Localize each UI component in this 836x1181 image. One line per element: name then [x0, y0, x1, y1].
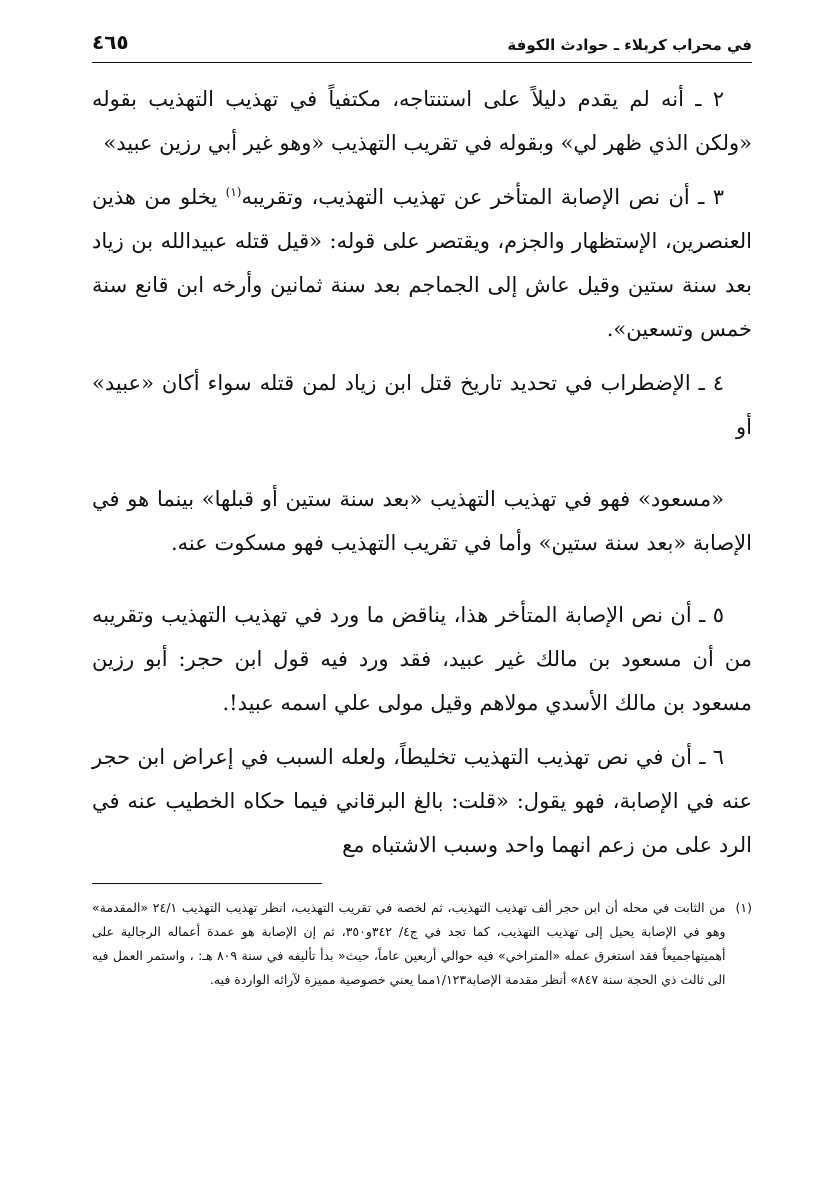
paragraph-3-start: ٣ ـ أن نص الإصابة المتأخر عن تهذيب التهذيب، وتقريبه: [241, 185, 724, 209]
page-number: ٤٦٥: [92, 30, 129, 54]
footnote-reference: (١): [225, 185, 242, 199]
paragraph-4-continued: «مسعود» فهو في تهذيب التهذيب «بعد سنة ستين أو قبلها» بينما هو في الإصابة «بعد سنة ستين» وأما في تقريب التهذيب فهو مسكوت عنه.: [92, 487, 752, 555]
page-header: [92, 28, 752, 63]
body-text: [92, 77, 752, 867]
footnote-mark: (١): [735, 900, 752, 915]
paragraph-2: ٢ ـ أنه لم يقدم دليلاً على استنتاجه، مكتفياً في تهذيب التهذيب بقوله «ولكن الذي ظهر لي» وبقوله في تقريب التهذيب «وهو غير أبي رزين عبيد»: [92, 87, 752, 155]
footnote: [92, 896, 752, 992]
book-page: [92, 28, 752, 1158]
running-title: في محراب كربلاء ـ حوادث الكوفة: [507, 36, 752, 54]
paragraph-6: ٦ ـ أن في نص تهذيب التهذيب تخليطاً، ولعله السبب في إعراض ابن حجر عنه في الإصابة، فهو يقول: «قلت: بالغ البرقاني فيما حكاه الخطيب عنه في الرد على من زعم انهما واحد وسبب الاشتباه مع: [92, 745, 752, 857]
paragraph-3: [92, 175, 752, 351]
paragraph-5: ٥ ـ أن نص الإصابة المتأخر هذا، يناقض ما ورد في تهذيب التهذيب وتقريبه من أن مسعود بن مالك غير عبيد، فقد ورد فيه قول ابن حجر: أبو رزين مسعود بن مالك الأسدي مولاهم وقيل مولى علي اسمه عبيد!.: [92, 603, 752, 715]
paragraph-3-end: يخلو من هذين العنصرين، الإستظهار والجزم، ويقتصر على قوله: «قيل قتله عبيدالله بن زياد بعد سنة ستين وقيل عاش إلى الجماجم بعد سنة ثمانين وأرخه ابن قانع سنة خمس وتسعين».: [92, 185, 752, 341]
paragraph-4: ٤ ـ الإضطراب في تحديد تاريخ قتل ابن زياد لمن قتله سواء أكان «عبيد» أو: [92, 371, 752, 439]
footnote-divider: [92, 883, 322, 884]
footnote-text: من الثابت في محله أن ابن حجر ألف تهذيب التهذيب، ثم لخصه في تقريب التهذيب، انظر تهذيب التهذيب ٢٤/١ «المقدمة» وهو في الإصابة يحيل إلى تهذيب التهذيب، كما تجد في ج٤/ ٣٤٢و٣٥٠، ثم إن الإصابة هو عمدة أعماله الرجالية على أهميتهاجميعاً فقد استغرق عمله «المتراخي» فيه حوالي أربعين عاماً، حيث« بدأ تأليفه في سنة ٨٠٩ هـ: ، واستمر العمل فيه الى ثالث ذي الحجة سنة ٨٤٧» أنظر مقدمة الإصابة١/١٢٣مما يعني خصوصية مميزة لآرائه الواردة فيه.: [92, 900, 726, 987]
